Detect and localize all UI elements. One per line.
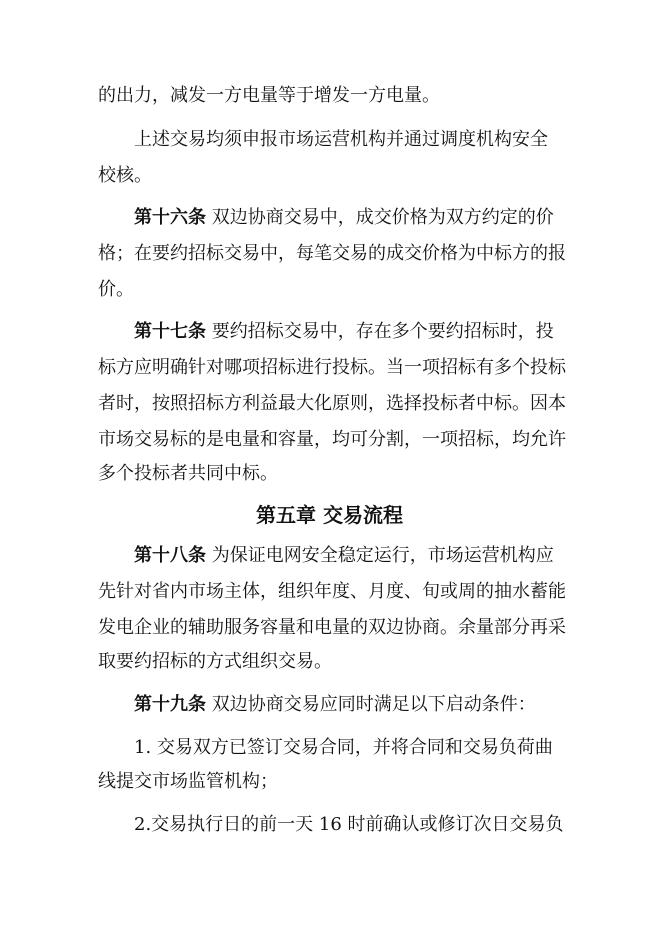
text-line (98, 580, 566, 604)
article-16-line (134, 206, 554, 230)
line-text: 价。 (98, 279, 134, 300)
article-number: 第十八条 (134, 545, 206, 566)
chapter-title (256, 503, 403, 527)
line-text: 双边协商交易中，成交价格为双方约定的价 (211, 207, 554, 228)
text-line (98, 242, 566, 266)
text-line (98, 770, 278, 794)
text-line (98, 392, 566, 416)
line-text: 2.交易执行日的前一天 16 时前确认或修订次日交易负 (134, 814, 564, 835)
line-text: 取要约招标的方式组织交易。 (98, 651, 332, 672)
article-19-line (134, 693, 536, 717)
paragraph-line (134, 128, 548, 152)
text-line (98, 428, 566, 452)
line-text: 格；在要约招标交易中，每笔交易的成交价格为中标方的报 (98, 243, 566, 264)
line-text: 先针对省内市场主体，组织年度、月度、旬或周的抽水蓄能 (98, 581, 566, 602)
text-line (98, 356, 566, 380)
line-text: 发电企业的辅助服务容量和电量的双边协商。余量部分再采 (98, 617, 566, 638)
line-text: 多个投标者共同中标。 (98, 463, 278, 484)
list-item-1-line (134, 736, 553, 760)
line-text: 市场交易标的是电量和容量，均可分割，一项招标，均允许 (98, 429, 566, 450)
line-text: 线提交市场监管机构； (98, 771, 278, 792)
line-text: 为保证电网安全稳定运行，市场运营机构应 (211, 545, 554, 566)
article-number: 第十七条 (134, 321, 206, 342)
text-line (98, 616, 566, 640)
line-text: 双边协商交易应同时满足以下启动条件： (211, 694, 536, 715)
list-item-2-line (134, 813, 564, 837)
line-text: 标方应明确针对哪项招标进行投标。当一项招标有多个投标 (98, 357, 566, 378)
line-text: 校核。 (98, 165, 152, 186)
line-text: 要约招标交易中，存在多个要约招标时，投 (211, 321, 554, 342)
line-text: 上述交易均须申报市场运营机构并通过调度机构安全 (134, 129, 548, 150)
article-18-line (134, 544, 554, 568)
line-text: 的出力，减发一方电量等于增发一方电量。 (98, 85, 440, 106)
text-line (98, 650, 332, 674)
article-number: 第十九条 (134, 694, 206, 715)
line-text: 1. 交易双方已签订交易合同，并将合同和交易负荷曲 (134, 737, 553, 758)
text-line (98, 84, 440, 108)
chapter-title-text: 第五章 交易流程 (256, 503, 403, 527)
text-line (98, 278, 134, 302)
article-number: 第十六条 (134, 207, 206, 228)
line-text: 者时，按照招标方利益最大化原则，选择投标者中标。因本 (98, 393, 566, 414)
article-17-line (134, 320, 554, 344)
text-line (98, 164, 152, 188)
text-line (98, 462, 278, 486)
